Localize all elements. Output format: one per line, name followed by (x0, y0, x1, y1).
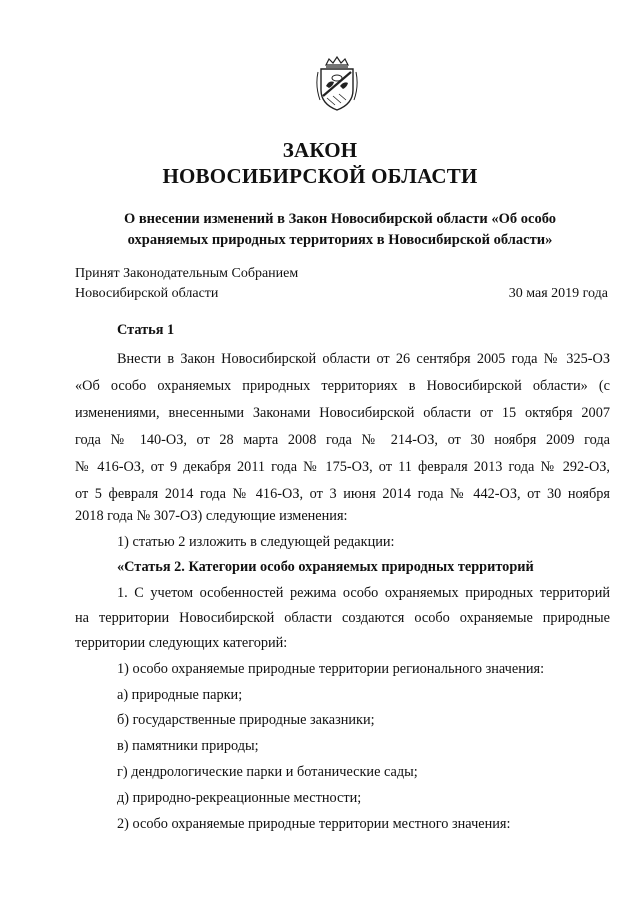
list-item: 1) особо охраняемые природные территории регионального значения: (117, 661, 545, 677)
list-item: д) природно-рекреационные местности; (117, 790, 362, 806)
paragraph-line: изменениями, внесенными Законами Новосибирской области от 15 октября 2007 (75, 405, 610, 421)
paragraph-line: года № 140-ОЗ, от 28 марта 2008 года № 214-ОЗ, от 30 ноября 2009 года (75, 432, 610, 448)
list-item: б) государственные природные заказники; (117, 712, 375, 728)
paragraph-line: 2018 года № 307-ОЗ) следующие изменения: (75, 508, 348, 524)
list-item: 2) особо охраняемые природные территории местного значения: (117, 816, 511, 832)
law-subtitle-line-2: охраняемых природных территориях в Новосибирской области» (127, 232, 553, 248)
paragraph-line: «Об особо охраняемых природных территориях в Новосибирской области» (с (75, 378, 610, 394)
amendment-item: 1) статью 2 изложить в следующей редакции: (117, 534, 395, 550)
law-subtitle-line-1: О внесении изменений в Закон Новосибирской области «Об особо (123, 211, 557, 227)
clause-line: территории следующих категорий: (75, 635, 288, 651)
clause-line: на территории Новосибирской области создаются особо охраняемые природные (75, 610, 610, 626)
adoption-line-2: Новосибирской области (75, 286, 219, 301)
paragraph-line: от 5 февраля 2014 года № 416-ОЗ, от 3 июня 2014 года № 442-ОЗ, от 30 ноября (75, 486, 610, 502)
adoption-date: 30 мая 2019 года (508, 286, 608, 301)
article-heading: Статья 1 (117, 322, 175, 338)
law-title-line-2: НОВОСИБИРСКОЙ ОБЛАСТИ (162, 164, 478, 188)
clause-line: 1. С учетом особенностей режима особо охраняемых природных территорий (117, 585, 610, 601)
paragraph-line: № 416-ОЗ, от 9 декабря 2011 года № 175-ОЗ, от 11 февраля 2013 года № 292-ОЗ, (75, 459, 610, 475)
paragraph-line: Внести в Закон Новосибирской области от 26 сентября 2005 года № 325-ОЗ (117, 351, 610, 367)
quoted-article-heading: «Статья 2. Категории особо охраняемых природных территорий (117, 559, 534, 575)
adoption-line-1: Принят Законодательным Собранием (75, 266, 299, 281)
novosibirsk-coat-of-arms-icon (315, 56, 359, 112)
list-item: а) природные парки; (117, 687, 243, 703)
list-item: г) дендрологические парки и ботанические сады; (117, 764, 418, 780)
list-item: в) памятники природы; (117, 738, 259, 754)
law-title-line-1: ЗАКОН (282, 138, 358, 162)
